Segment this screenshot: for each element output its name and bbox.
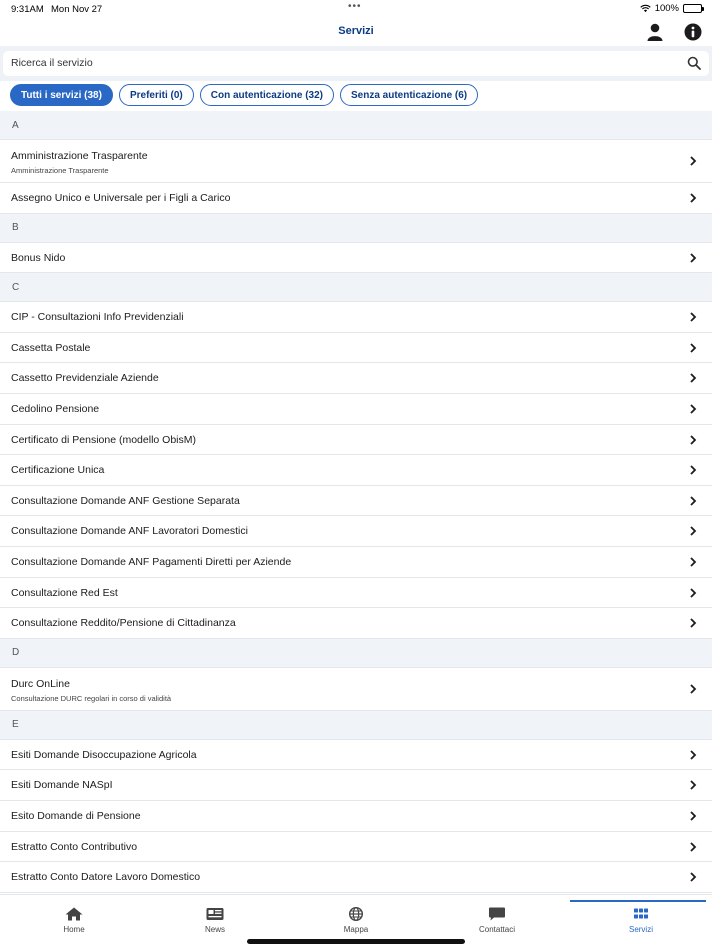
page-title: Servizi	[338, 25, 374, 37]
battery-percent: 100%	[654, 3, 679, 14]
list-item[interactable]	[0, 740, 712, 771]
section-header-a: A	[0, 111, 712, 140]
item-title: Cedolino Pensione	[11, 402, 100, 415]
chevron-right-icon	[689, 496, 697, 506]
list-item[interactable]	[0, 183, 712, 214]
chevron-right-icon	[689, 811, 697, 821]
list-item[interactable]	[0, 832, 712, 863]
chevron-right-icon	[689, 343, 697, 353]
tab-label: Mappa	[343, 925, 369, 934]
tab-label: Contattaci	[478, 925, 516, 934]
section-header-d: D	[0, 639, 712, 668]
chevron-right-icon	[689, 557, 697, 567]
list-item[interactable]	[0, 363, 712, 394]
status-bar	[0, 0, 712, 18]
item-subtitle: Amministrazione Trasparente	[11, 166, 109, 175]
chevron-right-icon	[689, 842, 697, 852]
list-item[interactable]	[0, 801, 712, 832]
info-icon[interactable]	[683, 22, 703, 42]
wifi-icon	[640, 4, 651, 13]
filter-chips	[10, 84, 478, 106]
list-item[interactable]	[0, 578, 712, 609]
list-item[interactable]	[0, 302, 712, 333]
item-title: Cassetto Previdenziale Aziende	[11, 372, 159, 385]
status-right	[640, 3, 702, 14]
chevron-right-icon	[689, 253, 697, 263]
item-title: Certificazione Unica	[11, 464, 105, 477]
item-title: Assegno Unico e Universale per i Figli a Carico	[11, 192, 231, 204]
multitasking-dots-icon[interactable]: •••	[348, 1, 362, 12]
globe-icon	[347, 907, 365, 921]
list-item[interactable]	[0, 243, 712, 274]
status-date: Mon Nov 27	[51, 4, 103, 15]
list-item[interactable]	[0, 425, 712, 456]
search-placeholder: Ricerca il servizio	[11, 57, 93, 69]
list-item[interactable]	[0, 862, 712, 893]
item-title: Certificato di Pensione (modello ObisM)	[11, 433, 196, 446]
chevron-right-icon	[689, 526, 697, 536]
list-item[interactable]	[0, 770, 712, 801]
tab-home[interactable]	[3, 895, 145, 950]
chevron-right-icon	[689, 618, 697, 628]
list-item[interactable]	[0, 455, 712, 486]
list-item[interactable]	[0, 394, 712, 425]
search-bar	[0, 46, 712, 81]
news-icon	[206, 907, 224, 921]
chat-icon	[488, 907, 506, 921]
chevron-right-icon	[689, 588, 697, 598]
chevron-right-icon	[689, 404, 697, 414]
search-input[interactable]	[3, 51, 709, 76]
chevron-right-icon	[689, 435, 697, 445]
battery-icon	[683, 4, 702, 13]
item-title: Consultazione Reddito/Pensione di Cittadinanza	[11, 617, 236, 630]
chevron-right-icon	[689, 780, 697, 790]
chevron-right-icon	[689, 156, 697, 166]
section-header-b: B	[0, 214, 712, 243]
item-title: Estratto Conto Contributivo	[11, 840, 138, 853]
item-title: Estratto Conto Datore Lavoro Domestico	[11, 871, 201, 884]
item-title: Consultazione Domande ANF Gestione Separata	[11, 494, 240, 507]
list-item[interactable]	[0, 608, 712, 639]
item-title: Durc OnLine	[11, 677, 70, 690]
list-item[interactable]	[0, 140, 712, 183]
search-icon[interactable]	[687, 56, 701, 70]
chevron-right-icon	[689, 872, 697, 882]
chevron-right-icon	[689, 312, 697, 322]
list-item[interactable]	[0, 547, 712, 578]
section-header-e: E	[0, 711, 712, 740]
user-icon[interactable]	[645, 22, 665, 42]
item-title: Consultazione Domande ANF Pagamenti Diretti per Aziende	[11, 555, 292, 568]
tab-label: Home	[63, 925, 85, 934]
grid-icon	[632, 907, 650, 921]
item-title: Esiti Domande NASpI	[11, 779, 113, 792]
item-title: Cassetta Postale	[11, 341, 91, 354]
item-title: Consultazione Domande ANF Lavoratori Domestici	[11, 525, 248, 538]
services-list	[0, 111, 712, 893]
tab-services[interactable]	[570, 895, 712, 950]
item-title: Consultazione Red Est	[11, 586, 118, 599]
filter-unauthenticated[interactable]: Senza autenticazione (6)	[340, 84, 478, 106]
item-title: Amministrazione Trasparente	[11, 150, 148, 162]
list-item[interactable]	[0, 668, 712, 711]
chevron-right-icon	[689, 193, 697, 203]
item-title: Esito Domande di Pensione	[11, 809, 141, 822]
chevron-right-icon	[689, 465, 697, 475]
home-icon	[65, 907, 83, 921]
chevron-right-icon	[689, 684, 697, 694]
list-item[interactable]	[0, 516, 712, 547]
list-item[interactable]	[0, 333, 712, 364]
chevron-right-icon	[689, 750, 697, 760]
item-title: Bonus Nido	[11, 251, 66, 264]
chevron-right-icon	[689, 373, 697, 383]
item-title: Esiti Domande Disoccupazione Agricola	[11, 748, 197, 761]
home-indicator[interactable]	[247, 939, 465, 944]
filter-authenticated[interactable]: Con autenticazione (32)	[200, 84, 334, 106]
item-subtitle: Consultazione DURC regolari in corso di validità	[11, 693, 172, 703]
tab-label: Servizi	[628, 925, 653, 934]
item-title: CIP - Consultazioni Info Previdenziali	[11, 311, 184, 324]
filter-all[interactable]: Tutti i servizi (38)	[10, 84, 113, 106]
status-time: 9:31AM	[11, 4, 44, 15]
list-item[interactable]	[0, 486, 712, 517]
filter-favorites[interactable]: Preferiti (0)	[119, 84, 194, 106]
tab-label: News	[204, 925, 225, 934]
navigation-bar	[0, 18, 712, 46]
section-header-c: C	[0, 273, 712, 302]
